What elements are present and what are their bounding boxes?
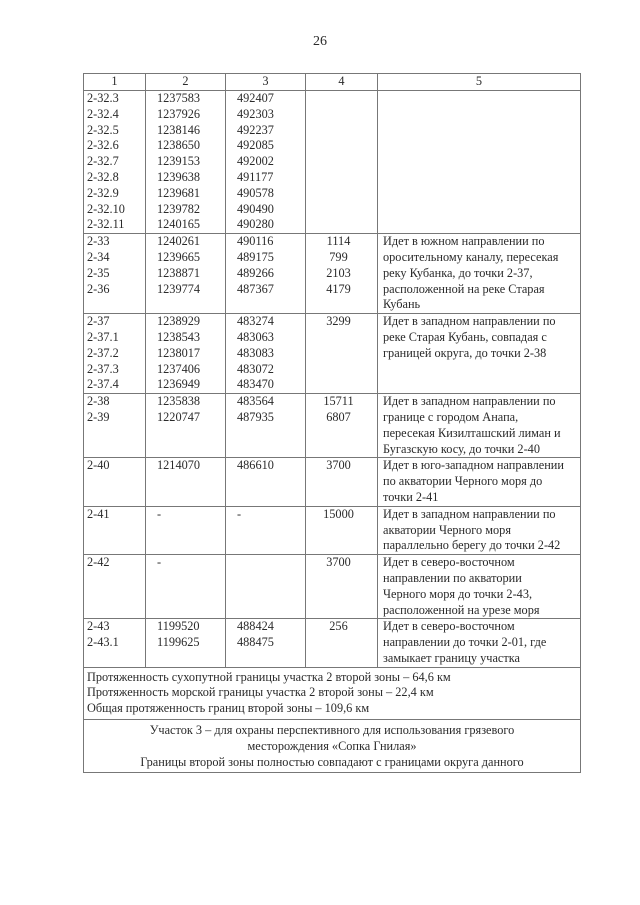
point-id-cell <box>84 619 146 667</box>
point-id: 2-34 <box>87 249 110 264</box>
segment-length: 15000 <box>323 506 354 521</box>
y-coordinate: - <box>237 506 242 521</box>
table-row <box>84 234 581 314</box>
y-coordinate-cell <box>226 619 306 667</box>
segment-length: 1114 <box>326 234 351 249</box>
y-coordinate: 483564 <box>237 394 274 409</box>
segment-length-cell <box>306 91 378 234</box>
y-coordinate-cell <box>226 91 306 234</box>
point-id: 2-32.5 <box>87 122 119 137</box>
table-row <box>84 619 581 667</box>
description-line: расположенной на урезе моря <box>383 602 540 617</box>
x-coordinate: 1236949 <box>157 377 201 392</box>
point-id: 2-32.3 <box>87 91 119 105</box>
y-coordinate: 486610 <box>237 458 274 473</box>
x-coordinate: 1239665 <box>157 249 201 264</box>
x-coordinate-cell <box>146 394 226 458</box>
y-coordinate: 483072 <box>237 361 274 376</box>
x-coordinate: 1239153 <box>157 154 201 169</box>
description-line: параллельно берегу до точки 2-42 <box>383 538 561 553</box>
point-id-cell <box>84 314 146 394</box>
summary-cell <box>84 667 581 719</box>
point-id: 2-37.1 <box>87 329 119 344</box>
description-line: направлении до точки 2-01, где <box>383 635 547 650</box>
point-id: 2-32.4 <box>87 106 119 121</box>
header-cell: 5 <box>378 74 581 91</box>
x-coordinate: 1220747 <box>157 409 201 424</box>
page-number: 26 <box>313 34 327 49</box>
x-coordinate: 1239681 <box>157 185 201 200</box>
description-line: Черного моря до точки 2-43, <box>383 586 533 601</box>
point-id: 2-39 <box>87 409 110 424</box>
x-coordinate: 1237926 <box>157 106 201 121</box>
y-coordinate: 490116 <box>237 234 274 249</box>
x-coordinate: 1240165 <box>157 217 201 232</box>
description-line: по акватории Черного моря до <box>383 474 543 489</box>
description-line: Идет в западном направлении по <box>383 314 556 329</box>
description-cell <box>378 506 581 554</box>
description-cell <box>378 314 581 394</box>
x-coordinate: 1238650 <box>157 138 201 153</box>
segment-length: 2103 <box>326 265 351 280</box>
description-line: Идет в западном направлении по <box>383 394 556 409</box>
x-coordinate-cell <box>146 619 226 667</box>
y-coordinate: 483063 <box>237 329 274 344</box>
y-coordinate: 483083 <box>237 345 274 360</box>
y-coordinate: 488475 <box>237 635 274 650</box>
y-coordinate: 487935 <box>237 409 274 424</box>
y-coordinate-cell <box>226 506 306 554</box>
summary-line: Общая протяженность границ второй зоны – 109,6 км <box>87 701 370 716</box>
section-line: Границы второй зоны полностью совпадают с границами округа данного <box>140 754 524 769</box>
x-coordinate-cell <box>146 458 226 506</box>
point-id: 2-32.7 <box>87 154 119 169</box>
table-row <box>84 458 581 506</box>
y-coordinate: 487367 <box>237 281 274 296</box>
description-line: пересекая Кизилташский лиман и <box>383 425 561 440</box>
point-id: 2-37.3 <box>87 361 119 376</box>
x-coordinate: - <box>157 555 162 570</box>
point-id-cell <box>84 506 146 554</box>
point-id-cell <box>84 555 146 619</box>
segment-length: 799 <box>329 249 348 264</box>
section-line: Участок 3 – для охраны перспективного для использования грязевого <box>149 723 515 738</box>
x-coordinate: - <box>157 506 162 521</box>
y-coordinate: 489266 <box>237 265 274 280</box>
section-row <box>84 720 581 773</box>
x-coordinate: 1239638 <box>157 169 201 184</box>
description-cell <box>378 458 581 506</box>
x-coordinate: 1238871 <box>157 265 201 280</box>
point-id: 2-41 <box>87 506 110 521</box>
segment-length-cell <box>306 555 378 619</box>
x-coordinate: 1238146 <box>157 122 201 137</box>
summary-line: Протяженность морской границы участка 2 второй зоны – 22,4 км <box>87 685 434 700</box>
description-line: акватории Черного моря <box>383 522 511 537</box>
description-line: Кубань <box>383 297 421 312</box>
y-coordinate: 492002 <box>237 154 274 169</box>
description-cell <box>378 394 581 458</box>
x-coordinate: 1237583 <box>157 91 201 105</box>
x-coordinate: 1235838 <box>157 394 201 409</box>
y-coordinate: 483470 <box>237 377 274 392</box>
point-id: 2-32.8 <box>87 169 119 184</box>
y-coordinate-cell <box>226 234 306 314</box>
point-id: 2-32.11 <box>87 217 125 232</box>
x-coordinate-cell <box>146 234 226 314</box>
description-line: Идет в северо-восточном <box>383 555 515 570</box>
x-coordinate: 1214070 <box>157 458 201 473</box>
point-id: 2-37 <box>87 314 110 329</box>
point-id: 2-35 <box>87 265 110 280</box>
point-id: 2-33 <box>87 234 110 249</box>
y-coordinate-cell <box>226 394 306 458</box>
segment-length-cell <box>306 234 378 314</box>
point-id-cell <box>84 394 146 458</box>
segment-length: 3299 <box>326 314 351 329</box>
x-coordinate-cell <box>146 91 226 234</box>
x-coordinate: 1239782 <box>157 201 201 216</box>
summary-line: Протяженность сухопутной границы участка 2 второй зоны – 64,6 км <box>87 669 451 684</box>
boundary-points-table <box>83 73 581 773</box>
description-line: расположенной на реке Старая <box>383 281 545 296</box>
description-line: границе с городом Анапа, <box>383 409 519 424</box>
description-line: границей округа, до точки 2-38 <box>383 345 547 360</box>
segment-length-cell <box>306 506 378 554</box>
description-cell <box>378 91 581 234</box>
x-coordinate: 1238543 <box>157 329 201 344</box>
description-line: реку Кубанка, до точки 2-37, <box>383 265 533 280</box>
description-cell <box>378 555 581 619</box>
y-coordinate-cell <box>226 314 306 394</box>
x-coordinate-cell <box>146 506 226 554</box>
header-cell: 1 <box>84 74 146 91</box>
y-coordinate: 492085 <box>237 138 274 153</box>
table-row <box>84 394 581 458</box>
table-row <box>84 91 581 234</box>
header-cell: 4 <box>306 74 378 91</box>
table-row <box>84 506 581 554</box>
x-coordinate: 1238017 <box>157 345 201 360</box>
table-row <box>84 555 581 619</box>
point-id-cell <box>84 234 146 314</box>
segment-length: 6807 <box>326 409 351 424</box>
point-id: 2-43.1 <box>87 635 119 650</box>
description-line: оросительному каналу, пересекая <box>383 249 559 264</box>
segment-length: 3700 <box>326 458 351 473</box>
point-id: 2-32.6 <box>87 138 119 153</box>
header-cell: 2 <box>146 74 226 91</box>
point-id: 2-38 <box>87 394 110 409</box>
x-coordinate: 1237406 <box>157 361 201 376</box>
segment-length-cell <box>306 314 378 394</box>
y-coordinate: 490490 <box>237 201 274 216</box>
point-id-cell <box>84 91 146 234</box>
table-row <box>84 314 581 394</box>
y-coordinate: 492407 <box>237 91 274 105</box>
y-coordinate: 489175 <box>237 249 274 264</box>
segment-length: 15711 <box>323 394 354 409</box>
description-line: Идет в северо-восточном <box>383 619 515 634</box>
description-line: направлении по акватории <box>383 570 522 585</box>
point-id-cell <box>84 458 146 506</box>
y-coordinate: 490578 <box>237 185 274 200</box>
table-header-row <box>84 74 581 91</box>
description-line: Идет в южном направлении по <box>383 234 545 249</box>
x-coordinate: 1239774 <box>157 281 201 296</box>
section-line: месторождения «Сопка Гнилая» <box>247 738 417 753</box>
segment-length: 3700 <box>326 555 351 570</box>
description-line: Идет в юго-западном направлении <box>383 458 564 473</box>
segment-length: 256 <box>329 619 348 634</box>
point-id: 2-36 <box>87 281 110 296</box>
description-line: точки 2-41 <box>383 489 439 504</box>
x-coordinate: 1199520 <box>157 619 200 634</box>
point-id: 2-40 <box>87 458 110 473</box>
point-id: 2-42 <box>87 555 110 570</box>
x-coordinate: 1238929 <box>157 314 201 329</box>
x-coordinate-cell <box>146 555 226 619</box>
point-id: 2-43 <box>87 619 110 634</box>
y-coordinate: 488424 <box>237 619 274 634</box>
description-line: Бугазскую косу, до точки 2-40 <box>383 441 540 456</box>
section-cell <box>84 720 581 773</box>
y-coordinate: 492237 <box>237 122 274 137</box>
description-line: замыкает границу участка <box>383 650 520 665</box>
x-coordinate: 1199625 <box>157 635 200 650</box>
table-body <box>84 91 581 668</box>
y-coordinate: 490280 <box>237 217 274 232</box>
point-id: 2-32.10 <box>87 201 125 216</box>
summary-row <box>84 667 581 719</box>
y-coordinate: 492303 <box>237 106 274 121</box>
point-id: 2-32.9 <box>87 185 119 200</box>
y-coordinate: 483274 <box>237 314 274 329</box>
header-cell: 3 <box>226 74 306 91</box>
description-line: Идет в западном направлении по <box>383 506 556 521</box>
point-id: 2-37.4 <box>87 377 119 392</box>
x-coordinate-cell <box>146 314 226 394</box>
x-coordinate: 1240261 <box>157 234 201 249</box>
y-coordinate: 491177 <box>237 169 274 184</box>
segment-length: 4179 <box>326 281 351 296</box>
description-cell <box>378 619 581 667</box>
description-cell <box>378 234 581 314</box>
segment-length-cell <box>306 458 378 506</box>
segment-length-cell <box>306 394 378 458</box>
description-line: реке Старая Кубань, совпадая с <box>383 329 547 344</box>
point-id: 2-37.2 <box>87 345 119 360</box>
y-coordinate-cell <box>226 458 306 506</box>
segment-length-cell <box>306 619 378 667</box>
y-coordinate-cell <box>226 555 306 619</box>
